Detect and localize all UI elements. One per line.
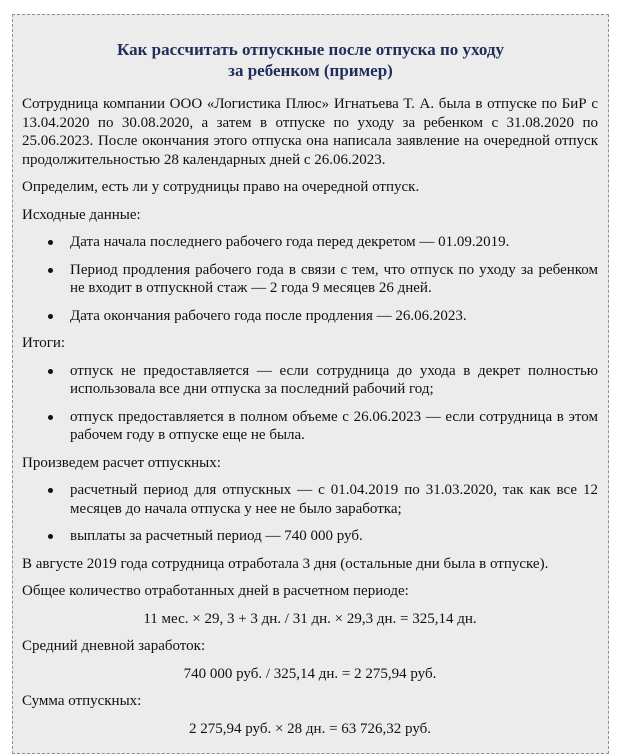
list-item xyxy=(70,261,598,298)
question-paragraph: Определим, есть ли у сотрудницы право на очередной отпуск. xyxy=(22,179,420,195)
list-item xyxy=(70,362,598,399)
calc-heading: Произведем расчет отпускных: xyxy=(22,454,221,471)
bullet-icon xyxy=(48,240,53,245)
list-item-text: Период продления рабочего года в связи с тем, что отпуск по уходу за ребенком не входит в отпускной стаж — 2 года 9 месяцев 26 дней. xyxy=(70,261,598,296)
list-item xyxy=(70,307,598,326)
avg-label: Средний дневной заработок: xyxy=(22,638,206,654)
list-item xyxy=(70,527,598,546)
total-label: Сумма отпускных: xyxy=(22,693,142,709)
intro-paragraph: Сотрудница компании ООО «Логистика Плюс» Игнатьева Т. А. была в отпуске по БиР с 13.04.2020 по 30.08.2020, а затем в отпуске по уходу за ребенком с 31.08.2020 по 25.06.2023. После окончания этого отпуска она написала заявление на очередной отпуск продолжительностью 28 календарных дней с 26.06.2023. xyxy=(22,96,598,168)
bullet-icon xyxy=(48,268,53,273)
list-item-text: Дата окончания рабочего года после продления — 26.06.2023. xyxy=(70,307,467,324)
list-item-text: выплаты за расчетный период — 740 000 руб. xyxy=(70,528,363,544)
bullet-icon xyxy=(48,314,53,319)
results-heading: Итоги: xyxy=(22,335,66,351)
list-item xyxy=(70,408,598,445)
list-item-text: отпуск предоставляется в полном объеме с 26.06.2023 — если сотрудница в этом рабочем году в отпуске еще не была. xyxy=(70,408,598,443)
bullet-icon xyxy=(48,415,53,420)
bullet-icon xyxy=(48,369,53,374)
results-list xyxy=(22,362,598,445)
august-note: В августе 2019 года сотрудница отработала 3 дня (остальные дни была в отпуске). xyxy=(22,555,549,572)
title-line-2: за ребенком (пример) xyxy=(228,61,393,80)
title-line-1: Как рассчитать отпускные после отпуска по уходу xyxy=(117,40,504,59)
bullet-icon xyxy=(48,534,53,539)
bullet-icon xyxy=(48,488,53,493)
total-formula: 2 275,94 руб. × 28 дн. = 63 726,32 руб. xyxy=(188,720,432,737)
days-formula: 11 мес. × 29, 3 + 3 дн. / 31 дн. × 29,3 дн. = 325,14 дн. xyxy=(143,610,477,627)
list-item xyxy=(70,233,598,252)
avg-formula: 740 000 руб. / 325,14 дн. = 2 275,94 руб. xyxy=(183,665,437,682)
list-item-text: Дата начала последнего рабочего года перед декретом — 01.09.2019. xyxy=(70,234,510,250)
page-title xyxy=(33,39,588,81)
source-heading: Исходные данные: xyxy=(22,206,141,223)
example-box xyxy=(12,14,609,754)
calc-list xyxy=(22,481,598,546)
list-item-text: отпуск не предоставляется — если сотрудница до ухода в декрет полностью использовала все дни отпуска за последний рабочий год; xyxy=(70,362,598,397)
list-item xyxy=(70,481,598,518)
days-label: Общее количество отработанных дней в расчетном периоде: xyxy=(22,583,409,599)
content xyxy=(22,95,598,738)
source-list xyxy=(22,233,598,325)
list-item-text: расчетный период для отпускных — с 01.04.2019 по 31.03.2020, так как все 12 месяцев до начала отпуска у нее не было заработка; xyxy=(70,482,598,517)
